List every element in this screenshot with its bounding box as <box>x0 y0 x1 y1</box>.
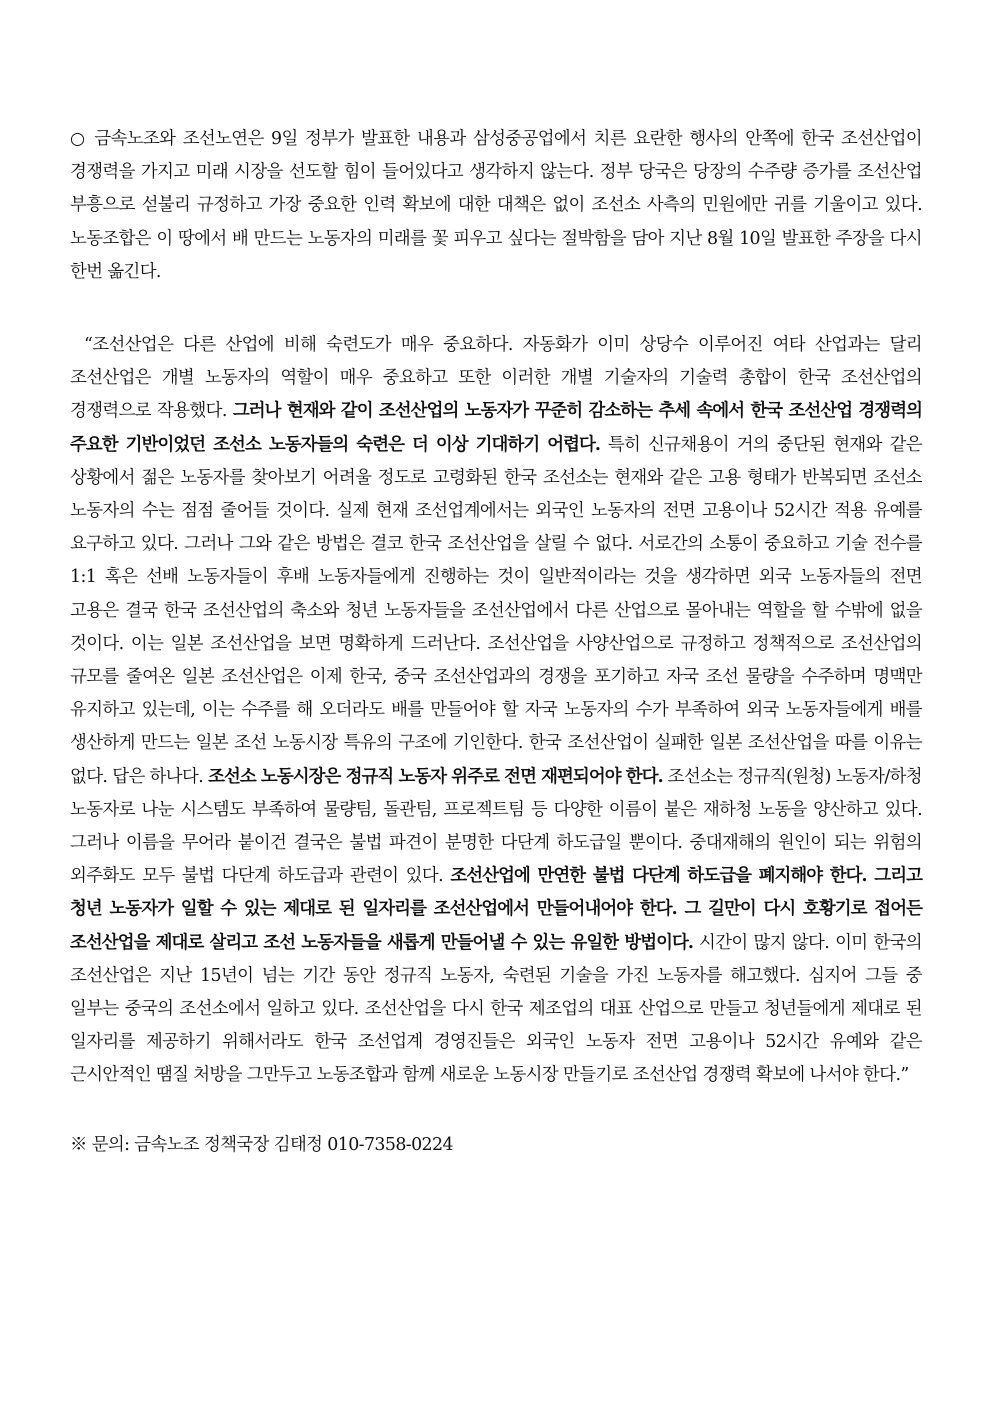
intro-paragraph: ○ 금속노조와 조선노연은 9일 정부가 발표한 내용과 삼성중공업에서 치른 요란한 행사의 안쪽에 한국 조선산업이 경쟁력을 가지고 미래 시장을 선도할 힘이 들어있다고 생각하지 않는다. 정부 당국은 당장의 수주량 증가를 조선산업 부흥으로 섣불리 규정하고 가장 중요한 인력 확보에 대한 대책은 없이 조선소 사측의 민원에만 귀를 기울이고 있다. 노동조합은 이 땅에서 배 만드는 노동자의 미래를 꽃 피우고 싶다는 절박함을 담아 지난 8월 10일 발표한 주장을 다시 한번 옮긴다. <box>70 129 922 282</box>
quote-text-1: “조선산업은 다른 산업에 비해 숙련도가 매우 중요하다. 자동화가 이미 상당수 이루어진 여타 산업과는 달리 조선산업은 개별 노동자의 역할이 매우 중요하고 또한 이러한 개별 기술자의 기술력 총합이 한국 조선산업의 경쟁력으로 작용했다. <box>70 335 922 422</box>
quote-text-3: 조선소는 정규직(원청) 노동자/하청 노동자로 나눈 시스템도 부족하여 물량팀, 돌관팀, 프로젝트팀 등 다양한 이름이 붙은 재하청 노동을 양산하고 있다. 그러나 이름을 무어라 붙이건 결국은 불법 파견이 분명한 다단계 하도급일 뿐이다. 중대재해의 원인이 되는 위험의 외주화도 모두 불법 다단계 하도급과 관련이 있다. <box>70 766 922 887</box>
contact-line: ※ 문의: 금속노조 정책국장 김태정 010-7358-0224 <box>70 1134 453 1155</box>
document-page <box>70 123 922 1162</box>
quote-emphasis-3: 조선산업에 만연한 불법 다단계 하도급을 폐지해야 한다. 그리고 청년 노동자가 일할 수 있는 제대로 된 일자리를 조선산업에서 만들어내어야 한다. 그 길만이 다시 호황기로 접어든 조선산업을 제대로 살리고 조선 노동자들을 새롭게 만들어낼 수 있는 유일한 방법이다. <box>70 866 922 953</box>
quote-emphasis-1: 그러나 현재와 같이 조선산업의 노동자가 꾸준히 감소하는 추세 속에서 한국 조선산업 경쟁력의 주요한 기반이었던 조선소 노동자들의 숙련은 더 이상 기대하기 어렵다. <box>70 401 922 455</box>
quote-paragraph <box>70 329 922 1093</box>
quote-text-2: 특히 신규채용이 거의 중단된 현재와 같은 상황에서 젊은 노동자를 찾아보기 어려울 정도로 고령화된 한국 조선소는 현재와 같은 고용 형태가 반복되면 조선소 노동자의 수는 점점 줄어들 것이다. 실제 현재 조선업계에서는 외국인 노동자의 전면 고용이나 52시간 적용 유예를 요구하고 있다. 그러나 그와 같은 방법은 결코 한국 조선산업을 살릴 수 없다. 서로간의 소통이 중요하고 기술 전수를 1:1 혹은 선배 노동자들이 후배 노동자들에게 진행하는 것이 일반적이라는 것을 생각하면 외국 노동자들의 전면 고용은 결국 한국 조선산업의 축소와 청년 노동자들을 조선산업에서 다른 산업으로 몰아내는 역할을 할 수밖에 없을 것이다. 이는 일본 조선산업을 보면 명확하게 드러난다. 조선산업을 사양산업으로 규정하고 정책적으로 조선산업의 규모를 줄여온 일본 조선산업은 이제 한국, 중국 조선산업과의 경쟁을 포기하고 자국 조선 물량을 수주하며 명맥만 유지하고 있는데, 이는 수주를 해 오더라도 배를 만들어야 할 자국 노동자의 수가 부족하여 외국 노동자들에게 배를 생산하게 만드는 일본 조선 노동시장 특유의 구조에 기인한다. 한국 조선산업이 실패한 일본 조선산업을 따를 이유는 없다. 답은 하나다. <box>70 434 922 787</box>
quote-text-4: 시간이 많지 않다. 이미 한국의 조선산업은 지난 15년이 넘는 기간 동안 정규직 노동자, 숙련된 기술을 가진 노동자를 해고했다. 심지어 그들 중 일부는 중국의 조선소에서 일하고 있다. 조선산업을 다시 한국 제조업의 대표 산업으로 만들고 청년들에게 제대로 된 일자리를 제공하기 위해서라도 한국 조선업계 경영진들은 외국인 노동자 전면 고용이나 52시간 유예와 같은 근시안적인 땜질 처방을 그만두고 노동조합과 함께 새로운 노동시장 만들기로 조선산업 경쟁력 확보에 나서야 한다.” <box>70 932 922 1086</box>
quote-emphasis-2: 조선소 노동시장은 정규직 노동자 위주로 전면 재편되어야 한다. <box>208 766 663 787</box>
